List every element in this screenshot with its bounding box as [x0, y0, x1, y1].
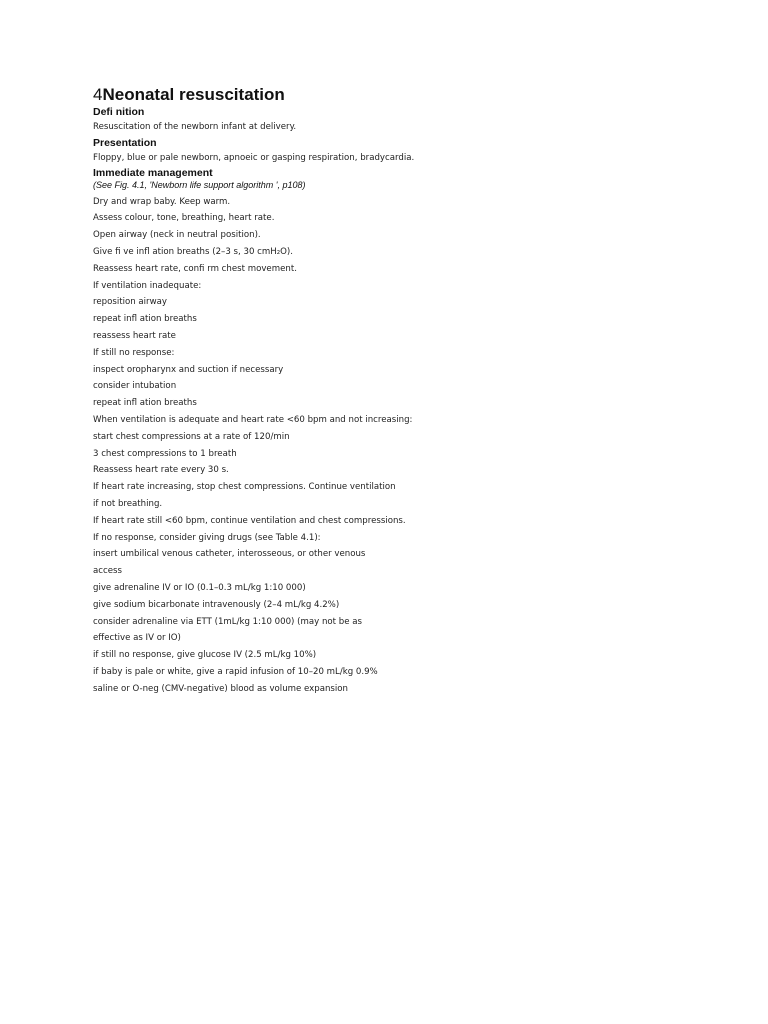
management-step: start chest compressions at a rate of 120/min: [93, 431, 290, 442]
presentation-text: Floppy, blue or pale newborn, apnoeic or gasping respiration, bradycardia.: [93, 152, 415, 163]
document-page: [93, 84, 733, 698]
management-step: When ventilation is adequate and heart rate <60 bpm and not increasing:: [93, 414, 413, 425]
management-step: if not breathing.: [93, 498, 163, 509]
management-step: repeat infl ation breaths: [93, 314, 197, 325]
presentation-heading: Presentation: [93, 136, 157, 149]
management-step: If no response, consider giving drugs (see Table 4.1):: [93, 532, 321, 543]
management-heading: Immediate management: [93, 166, 213, 179]
presentation-section: [93, 137, 733, 167]
management-step: consider intubation: [93, 381, 177, 392]
chapter-number: 4: [93, 85, 103, 104]
management-step: if still no response, give glucose IV (2.5 mL/kg 10%): [93, 650, 317, 661]
management-step: give sodium bicarbonate intravenously (2–4 mL/kg 4.2%): [93, 599, 340, 610]
management-step: give adrenaline IV or IO (0.1–0.3 mL/kg 1:10 000): [93, 582, 306, 593]
management-step: inspect oropharynx and suction if necessary: [93, 364, 284, 375]
management-step: Reassess heart rate, confi rm chest movement.: [93, 263, 297, 274]
management-step: Give fi ve infl ation breaths (2–3 s, 30 cmH₂O).: [93, 246, 293, 257]
definition-section: [93, 106, 733, 136]
management-step: reassess heart rate: [93, 330, 176, 341]
management-step: repeat infl ation breaths: [93, 398, 197, 409]
chapter-title: Neonatal resuscitation: [102, 85, 285, 104]
management-step: reposition airway: [93, 297, 167, 308]
management-step: if baby is pale or white, give a rapid infusion of 10–20 mL/kg 0.9%: [93, 666, 378, 677]
definition-text: Resuscitation of the newborn infant at delivery.: [93, 122, 297, 132]
management-step: saline or O-neg (CMV-negative) blood as volume expansion: [93, 683, 348, 694]
definition-heading: Defi nition: [93, 106, 145, 118]
management-step: access: [93, 566, 122, 577]
management-step: consider adrenaline via ETT (1mL/kg 1:10 000) (may not be as: [93, 616, 362, 627]
management-step: If heart rate increasing, stop chest compressions. Continue ventilation: [93, 482, 396, 493]
management-step: Assess colour, tone, breathing, heart rate.: [93, 213, 275, 224]
page-title: [93, 84, 733, 106]
management-step: If heart rate still <60 bpm, continue ventilation and chest compressions.: [93, 515, 406, 526]
management-step: 3 chest compressions to 1 breath: [93, 448, 237, 459]
management-steps: [93, 194, 733, 698]
management-step: Reassess heart rate every 30 s.: [93, 465, 229, 476]
management-step: Dry and wrap baby. Keep warm.: [93, 196, 231, 207]
management-section: [93, 167, 733, 698]
management-step: Open airway (neck in neutral position).: [93, 230, 261, 241]
figure-reference: (See Fig. 4.1, 'Newborn life support algorithm ', p108): [93, 179, 306, 190]
management-step: If still no response:: [93, 347, 175, 358]
management-step: effective as IV or IO): [93, 633, 181, 644]
management-step: If ventilation inadequate:: [93, 280, 202, 291]
management-step: insert umbilical venous catheter, interosseous, or other venous: [93, 549, 366, 560]
